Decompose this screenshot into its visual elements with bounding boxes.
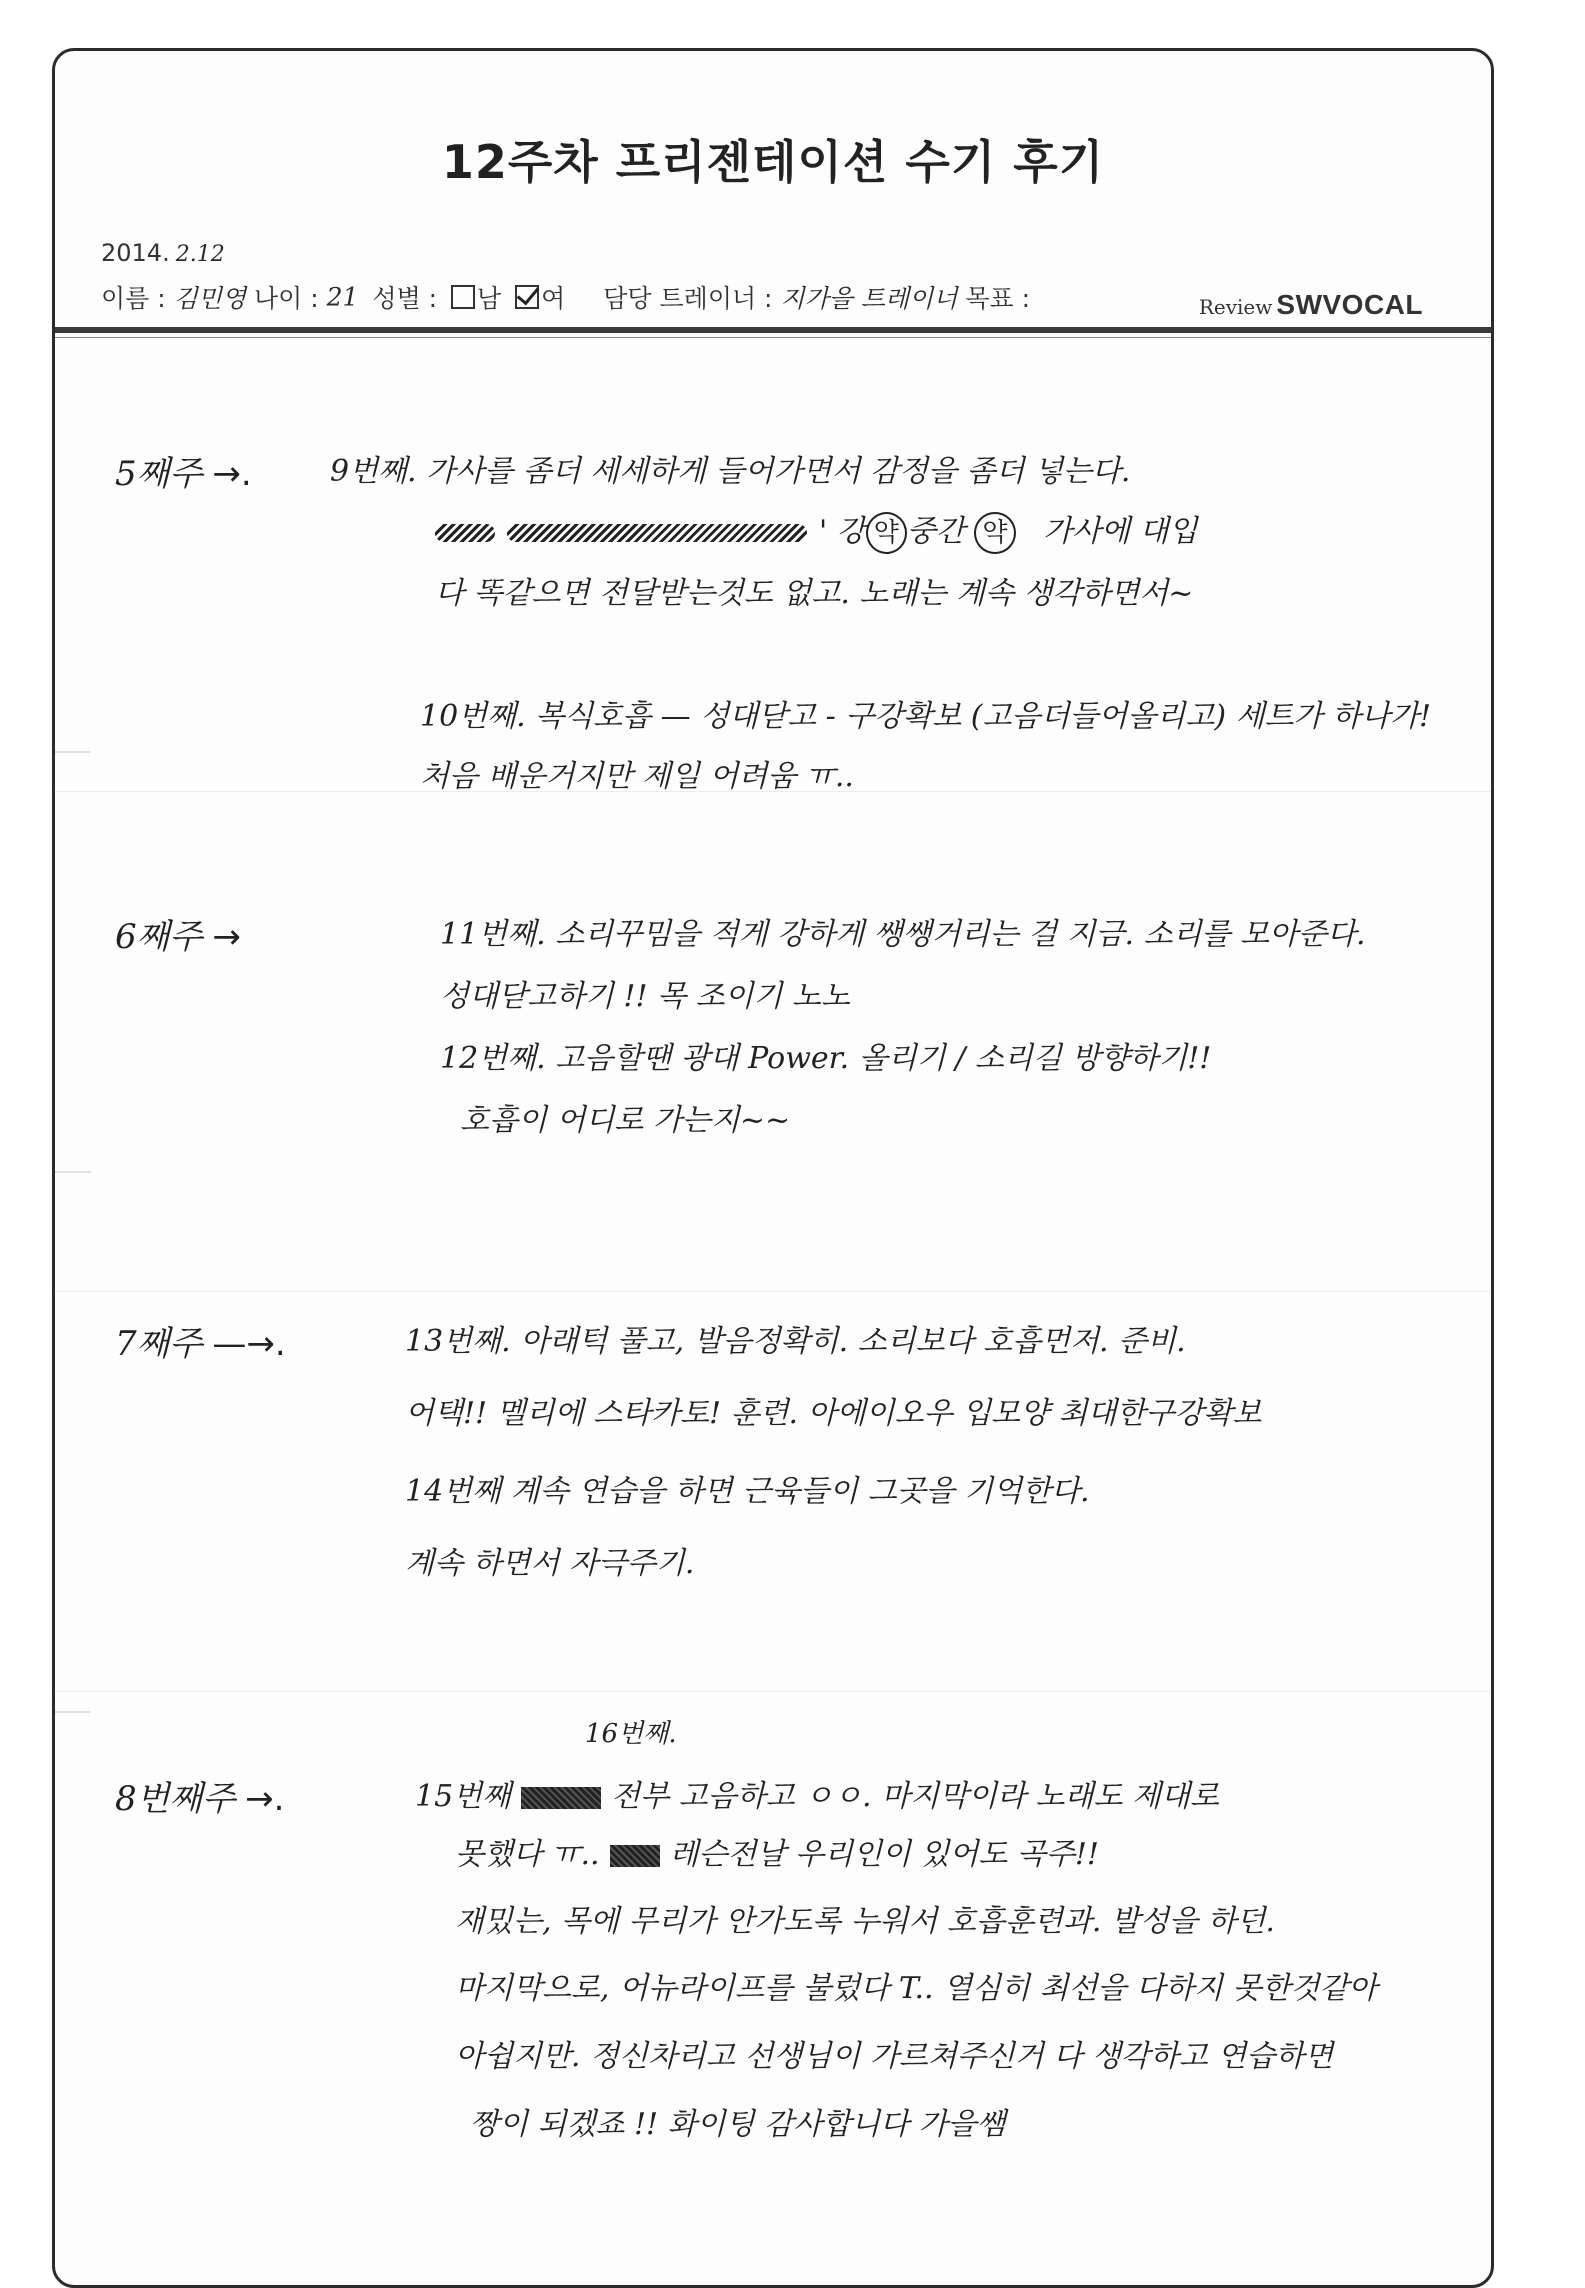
review-form (52, 48, 1494, 2288)
week-8-label-text: 8번째주 (115, 1779, 236, 1819)
scribble-mark (435, 524, 495, 542)
week-8-line: 재밌는, 목에 무리가 안가도록 누워서 호흡훈련과. 발성을 하던. (455, 1904, 1275, 1939)
week-8-line-rest: 전부 고음하고 ㅇㅇ. 마지막이라 노래도 제대로 (611, 1779, 1219, 1814)
scribble-mark (507, 524, 807, 542)
week-7-line: 13번째. 아래턱 풀고, 발음정확히. 소리보다 호흡먼저. 준비. (405, 1324, 1186, 1359)
date-field (101, 239, 225, 267)
margin-mark (55, 1711, 91, 1713)
brand-review: Review (1198, 295, 1273, 319)
name-label: 이름 : (101, 284, 166, 313)
margin-mark (55, 751, 91, 753)
week-6-line: 호흡이 어디로 가는지~~ (460, 1103, 791, 1138)
week-5-line: 처음 배운거지만 제일 어려움 ㅠ.. (420, 759, 854, 794)
week-8-line (455, 1829, 1099, 1873)
arrow-right-icon: →. (245, 1779, 285, 1819)
week-7-label (115, 1316, 286, 1365)
gender-label: 성별 : (372, 284, 438, 313)
week-8-line-start: 15번째 (415, 1779, 512, 1814)
week-5-apply: 가사에 대입 (1043, 514, 1198, 549)
info-row (101, 279, 1030, 315)
crossed-out-mark (521, 1787, 601, 1809)
brand-name: SWVOCAL (1276, 289, 1423, 320)
week-8-label (115, 1771, 284, 1820)
week-5-medium: 중간 (906, 514, 965, 549)
week-8-insert: 16번째. (585, 1719, 677, 1749)
week-5-line: 9번째. 가사를 좀더 세세하게 들어가면서 감정을 좀더 넣는다. (330, 454, 1131, 489)
week-7-line: 계속 하면서 자극주기. (405, 1546, 695, 1581)
week-8-line (415, 1771, 1219, 1815)
week-5-circled-weak-2: 약 (974, 512, 1015, 554)
page-title: 12주차 프리젠테이션 수기 후기 (441, 135, 1105, 189)
week-8-line: 짱이 되겠죠 !! 화이팅 감사합니다 가을쌤 (470, 2107, 1006, 2142)
week-6-line: 12번째. 고음할땐 광대 Power. 올리기 / 소리길 방향하기!! (440, 1041, 1212, 1076)
goal-label: 목표 : (965, 284, 1031, 313)
week-8-line-text: 못했다 ㅠ.. (455, 1837, 600, 1872)
week-7-line: 14번째 계속 연습을 하면 근육들이 그곳을 기억한다. (405, 1474, 1090, 1509)
week-5-line (435, 506, 1198, 554)
week-5-line: 다 똑같으면 전달받는것도 없고. 노래는 계속 생각하면서~ (435, 576, 1194, 611)
ghost-line (55, 1291, 1491, 1292)
gender-female-label: 여 (541, 284, 566, 313)
week-6-line: 성대닫고하기 !! 목 조이기 노노 (440, 979, 851, 1014)
crossed-out-mark (610, 1845, 660, 1867)
week-5-label (115, 446, 252, 495)
week-8-line: 마지막으로, 어뉴라이프를 불렀다 T.. 열심히 최선을 다하지 못한것같아 (455, 1971, 1378, 2006)
week-5-label-text: 5째주 (115, 454, 203, 494)
date-printed: 2014. (101, 239, 170, 267)
trainer-value: 지가을 트레이너 (780, 284, 958, 313)
week-8-line-text: 레슨전날 우리인이 있어도 곡주!! (669, 1837, 1099, 1872)
week-7-line: 어택!! 멜리에 스타카토! 훈련. 아에이오우 입모양 최대한구강확보 (405, 1396, 1262, 1431)
week-6-line: 11번째. 소리꾸밈을 적게 강하게 쌩쌩거리는 걸 지금. 소리를 모아준다. (440, 917, 1366, 952)
date-handwritten: 2.12 (175, 242, 225, 267)
name-value: 김민영 (173, 284, 247, 313)
ghost-line (55, 1691, 1491, 1692)
week-5-strong: ' 강 (819, 514, 866, 549)
week-6-label (115, 909, 241, 958)
age-label: 나이 : (254, 284, 319, 313)
arrow-right-icon: → (212, 917, 241, 957)
week-8-line: 아쉽지만. 정신차리고 선생님이 가르쳐주신거 다 생각하고 연습하면 (455, 2039, 1334, 2074)
gender-female-checkbox[interactable] (515, 285, 539, 309)
arrow-right-icon: →. (212, 454, 252, 494)
header-divider (55, 327, 1491, 333)
gender-male-checkbox[interactable] (451, 285, 475, 309)
trainer-label: 담당 트레이너 : (603, 284, 773, 313)
margin-mark (55, 1171, 91, 1173)
week-5-circled-weak: 약 (866, 512, 907, 554)
arrow-right-icon: —→. (212, 1324, 286, 1364)
gender-male-label: 남 (477, 284, 502, 313)
week-7-label-text: 7째주 (115, 1324, 203, 1364)
week-5-line: 10번째. 복식호흡 — 성대닫고 - 구강확보 (고음더들어올리고) 세트가 하나가! (420, 699, 1432, 734)
week-6-label-text: 6째주 (115, 917, 203, 957)
brand-mark (1199, 289, 1423, 321)
header-divider-thin (55, 337, 1491, 338)
age-value: 21 (326, 282, 359, 312)
